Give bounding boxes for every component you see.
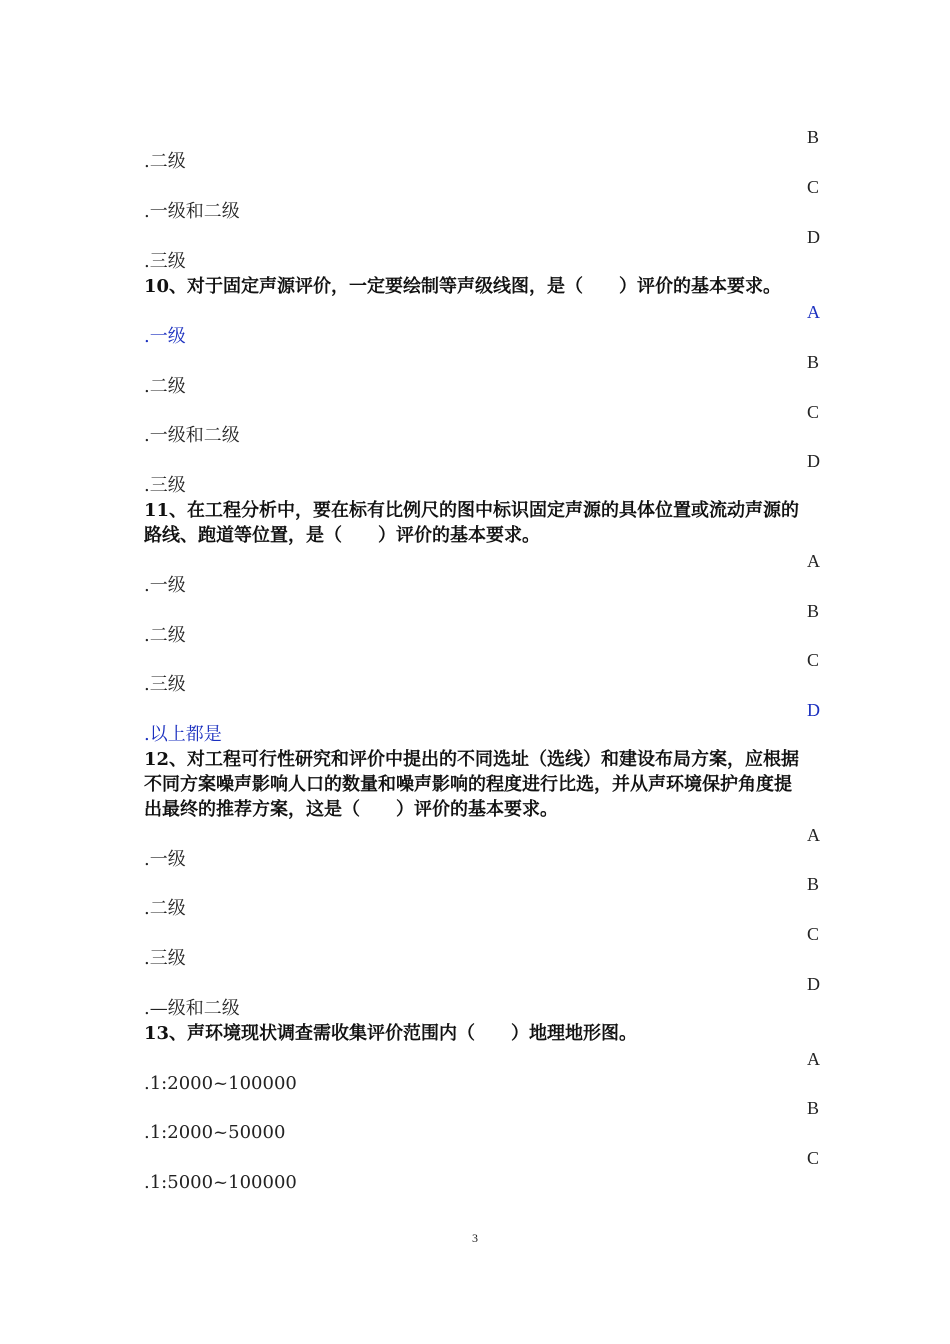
option-text-answer: .以上都是	[144, 724, 222, 745]
option-letter-b: B	[807, 1098, 820, 1118]
option-text: .—级和二级	[144, 998, 240, 1019]
option-text: .一级和二级	[144, 201, 240, 222]
page-number: 3	[472, 1231, 478, 1245]
option-text: .1:2000~100000	[144, 1073, 297, 1094]
question-10: 10、对于固定声源评价，一定要绘制等声级线图，是（ ）评价的基本要求。	[144, 276, 782, 297]
option-text: .三级	[144, 948, 186, 969]
option-text-answer: .一级	[144, 326, 186, 347]
option-text: .二级	[144, 151, 186, 172]
option-letter-a: A	[807, 825, 820, 845]
option-text: .一级	[144, 849, 186, 870]
option-letter-c: C	[807, 924, 820, 944]
option-letter-a-answer: A	[807, 302, 820, 322]
question-12: 12、对工程可行性研究和评价中提出的不同选址（选线）和建设布局方案，应根据不同方案噪声影响人口的数量和噪声影响的程度进行比选，并从声环境保护角度提出最终的推荐方案，这是（ ）评价的基本要求。	[144, 749, 800, 820]
question-13: 13、声环境现状调查需收集评价范围内（ ）地理地形图。	[144, 1023, 638, 1044]
option-letter-b: B	[807, 601, 820, 621]
option-text: .三级	[144, 674, 186, 695]
question-11: 11、在工程分析中，要在标有比例尺的图中标识固定声源的具体位置或流动声源的路线、跑道等位置，是（ ）评价的基本要求。	[144, 500, 800, 546]
option-letter-b: B	[807, 127, 820, 147]
option-text: .1:2000~50000	[144, 1122, 286, 1143]
option-text: .一级	[144, 575, 186, 596]
option-text: .1:5000~100000	[144, 1172, 297, 1193]
option-letter-b: B	[807, 352, 820, 372]
option-text: .二级	[144, 625, 186, 646]
option-text: .一级和二级	[144, 425, 240, 446]
option-letter-d-answer: D	[807, 700, 820, 720]
option-letter-a: A	[807, 1049, 820, 1069]
option-letter-a: A	[807, 551, 820, 571]
option-text: .二级	[144, 898, 186, 919]
option-letter-c: C	[807, 650, 820, 670]
option-letter-c: C	[807, 1148, 820, 1168]
option-letter-d: D	[807, 451, 820, 471]
option-text: .三级	[144, 251, 186, 272]
option-text: .三级	[144, 475, 186, 496]
option-letter-c: C	[807, 177, 820, 197]
option-letter-b: B	[807, 874, 820, 894]
option-letter-c: C	[807, 402, 820, 422]
option-letter-d: D	[807, 227, 820, 247]
option-letter-d: D	[807, 974, 820, 994]
option-text: .二级	[144, 376, 186, 397]
